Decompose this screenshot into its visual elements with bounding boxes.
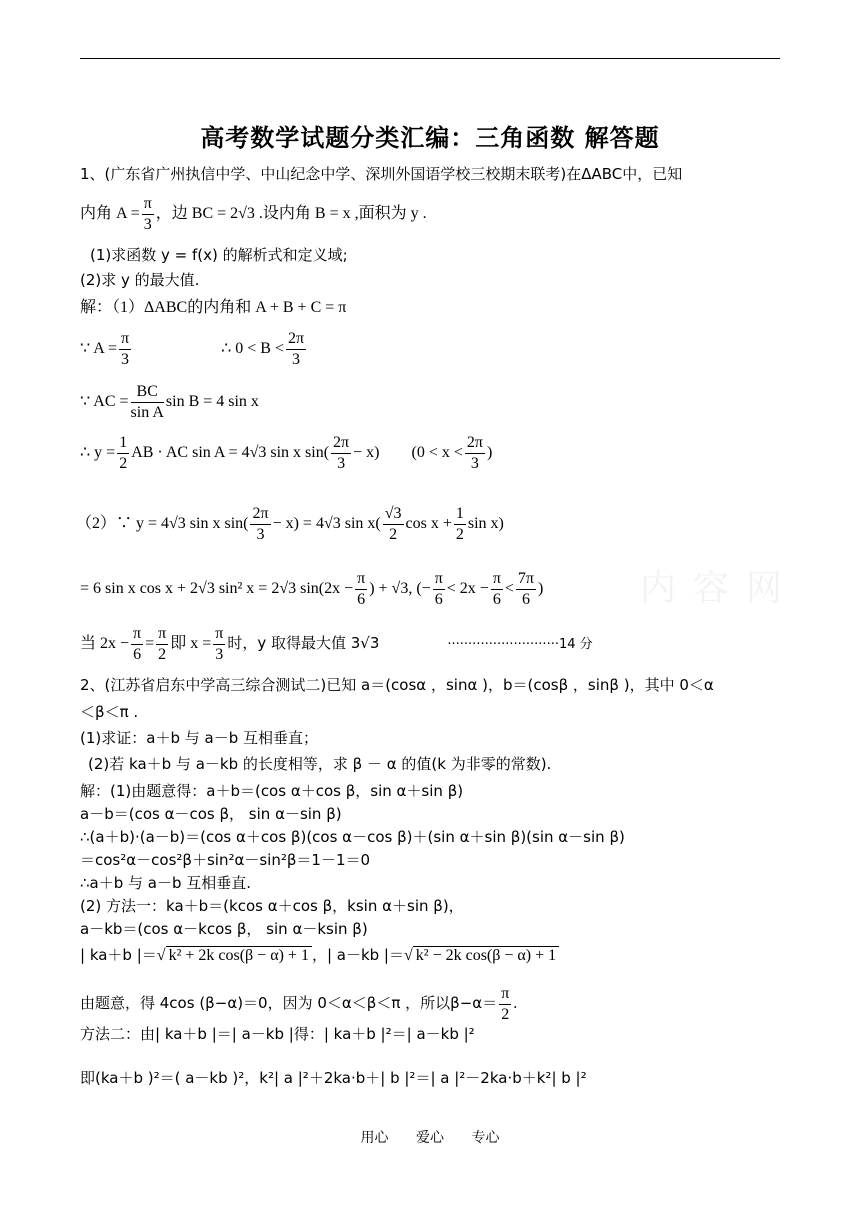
page-title: 高考数学试题分类汇编：三角函数 解答题	[200, 123, 660, 152]
t-line3: ∴(a＋b)·(a－b)＝(cos α＋cos β)(cos α－cos β)＋(sin α＋sin β)(sin α－sin β)	[80, 828, 625, 846]
t-line6: (2) 方法一：ka＋b＝(kcos α＋cos β，ksin α＋sin β)，	[80, 897, 464, 915]
t-line10: 方法二：由| ka＋b |＝| a－kb |得：| ka＋b |²＝| a－kb |²	[80, 1025, 475, 1043]
footer-item: 用心	[360, 1131, 389, 1146]
q1-statement-line2: 内角 A = $\frac{\pi}{3}$ ，边 BC = 2√3 .设内角 B = x ,面积为 y .	[80, 195, 427, 233]
t-line5: ∴a＋b 与 a－b 互相垂直.	[80, 874, 252, 892]
q1-statement-line1: 1、(广东省广州执信中学、中山纪念中学、深圳外国语学校三校期末联考)在ΔABC中，已知	[80, 165, 683, 183]
s2-line1: = 6 sin x cos x + 2√3 sin² x = 2√3 sin(2x − $\frac{\pi}{6}$ ) + √3, (− $\frac{\pi}{6}$ < 2x − $\frac{\pi}{6}$ < $\frac{7\pi}{6}$ )	[80, 570, 544, 608]
q2-part1: (1)求证：a＋b 与 a－b 互相垂直；	[80, 729, 318, 747]
q1-part2: (2)求 y 的最大值.	[80, 271, 200, 289]
s1-line2: ∵ AC = $\frac{BC}{\text{sin A}}$ sin B = 4 sin x	[80, 383, 259, 421]
q2-statement-line1: 2、(江苏省启东中学高三综合测试二)已知 a＝(cosα ，sinα )，b＝(cosβ ，sinβ )，其中 0＜α	[80, 676, 714, 694]
s2-line0: （2）∵ y = 4√3 sin x sin( $\frac{2\pi}{3}$ − x) = 4√3 sin x( $\frac{√3}{2}$ cos x + $\frac{1}{2}$ sin x)	[76, 505, 504, 543]
q2-part2: (2)若 ka＋b 与 a－kb 的长度相等，求 β － α 的值(k 为非零的常数).	[88, 755, 552, 773]
footer-item: 爱心	[416, 1131, 444, 1146]
s1-line1: ∵ A = $\frac{\pi}{3}$ ∴ 0 < B < $\frac{2\pi}{3}$	[80, 330, 305, 368]
header-rule	[80, 58, 780, 59]
page-footer	[0, 1127, 860, 1147]
t-line1: 解：(1)由题意得：a＋b＝(cos α＋cos β，sin α＋sin β)	[80, 782, 464, 800]
t-line9: 由题意，得 4cos (β−α)＝0，因为 0＜α＜β＜π ，所以β−α＝ $\frac{\pi}{2}$ .	[80, 985, 518, 1023]
watermark: 内 容 网	[640, 568, 787, 608]
t-line8: | ka＋b |＝√ k² + 2k cos(β − α) + 1 ，| a－kb |＝√ k² − 2k cos(β − α) + 1	[80, 944, 559, 967]
t-line4: ＝cos²α－cos²β＋sin²α－sin²β＝1－1＝0	[80, 851, 371, 869]
q2-statement-line2: ＜β＜π .	[80, 703, 139, 721]
s1-line3: ∴ y = $\frac{1}{2}$ AB · AC sin A = 4√3 sin x sin( $\frac{2\pi}{3}$ − x) (0 < x < $\frac{2\pi}{3}$ )	[80, 434, 493, 472]
t-line7: a－kb＝(cos α－kcos β， sin α－ksin β)	[80, 920, 368, 938]
s2-line2: 当 2x − $\frac{\pi}{6}$ = $\frac{\pi}{2}$ 即 x = $\frac{\pi}{3}$ 时，y 取得最大值 3√3 ···························14 分	[80, 625, 593, 663]
footer-item: 专心	[471, 1131, 500, 1146]
s1-line0: 解：（1）ΔABC的内角和 A + B + C = π	[80, 299, 347, 316]
q1-part1: (1)求函数 y = f(x) 的解析式和定义域;	[90, 246, 348, 264]
t-line2: a－b＝(cos α－cos β， sin α－sin β)	[80, 805, 342, 823]
t-line11: 即(ka＋b )²＝( a－kb )²，k²| a |²＋2ka·b＋| b |²＝| a |²－2ka·b＋k²| b |²	[80, 1069, 587, 1087]
